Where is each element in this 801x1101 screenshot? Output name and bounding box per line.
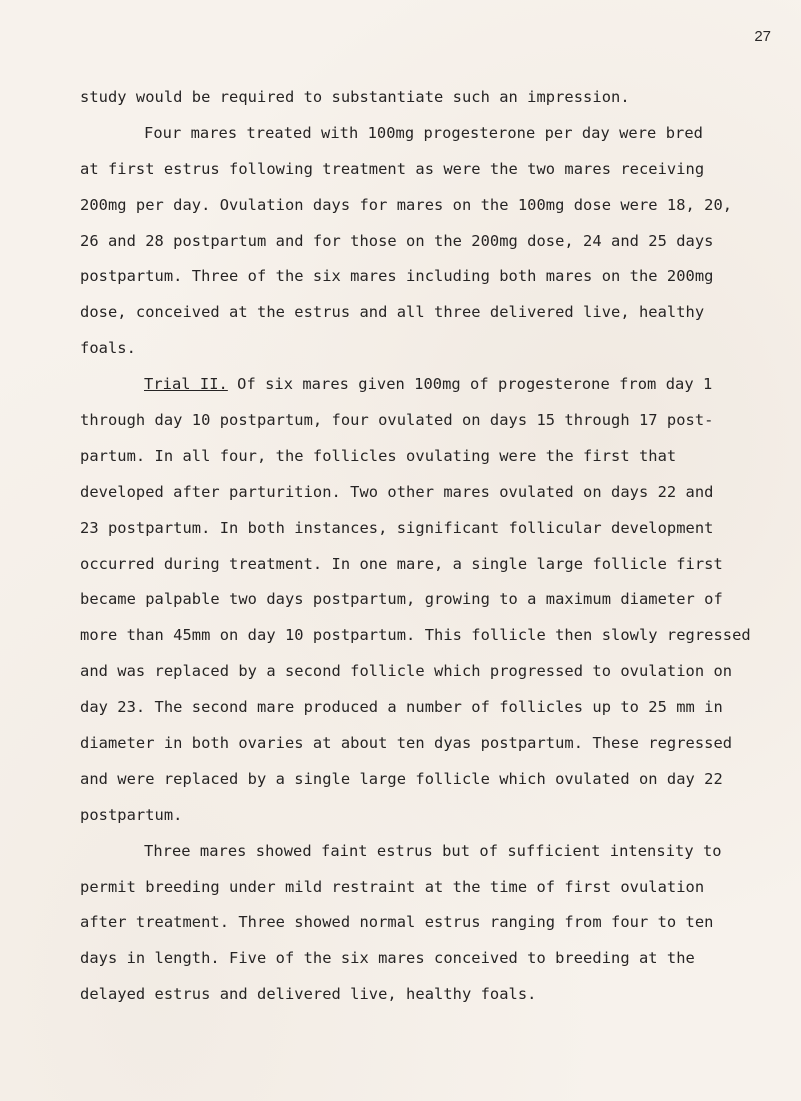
text-line: 200mg per day. Ovulation days for mares on the 100mg dose were 18, 20, (80, 195, 733, 214)
text-line: permit breeding under mild restraint at the time of first ovulation (80, 877, 705, 896)
text-line (80, 373, 770, 409)
text-line: and were replaced by a single large follicle which ovulated on day 22 (80, 769, 723, 788)
section-heading: Trial II. (144, 375, 228, 394)
text-line: became palpable two days postpartum, growing to a maximum diameter of (80, 590, 723, 609)
text-line: partum. In all four, the follicles ovulating were the first that (80, 446, 677, 465)
text-line: Four mares treated with 100mg progesterone per day were bred (144, 123, 703, 142)
text-line: occurred during treatment. In one mare, a single large follicle first (80, 554, 723, 573)
text-line: day 23. The second mare produced a number of follicles up to 25 mm in (80, 698, 723, 717)
text-line: diameter in both ovaries at about ten dyas postpartum. These regressed (80, 734, 733, 753)
text-line: study would be required to substantiate such an impression. (80, 88, 630, 106)
text-line: postpartum. (80, 805, 183, 824)
text-line: through day 10 postpartum, four ovulated on days 15 through 17 post- (80, 411, 714, 430)
text-line: and was replaced by a second follicle which progressed to ovulation on (80, 662, 733, 681)
text-line: foals. (80, 339, 136, 358)
text-line: postpartum. Three of the six mares including both mares on the 200mg (80, 267, 714, 286)
text-line: delayed estrus and delivered live, healthy foals. (80, 985, 537, 1004)
text-line: at first estrus following treatment as were the two mares receiving (80, 159, 705, 178)
body-text (80, 86, 770, 1019)
text-line: Three mares showed faint estrus but of sufficient intensity to (144, 841, 722, 860)
text-line: after treatment. Three showed normal estrus ranging from four to ten (80, 913, 714, 932)
text-line: more than 45mm on day 10 postpartum. This follicle then slowly regressed (80, 626, 751, 645)
text-line: days in length. Five of the six mares conceived to breeding at the (80, 949, 695, 968)
text-line: 26 and 28 postpartum and for those on the 200mg dose, 24 and 25 days (80, 231, 714, 250)
text-line: 23 postpartum. In both instances, significant follicular development (80, 518, 714, 537)
line-text: Of six mares given 100mg of progesterone from day 1 (227, 375, 713, 394)
page-number: 27 (754, 28, 771, 45)
text-line: dose, conceived at the estrus and all three delivered live, healthy (80, 303, 705, 322)
text-line: developed after parturition. Two other mares ovulated on days 22 and (80, 482, 714, 501)
